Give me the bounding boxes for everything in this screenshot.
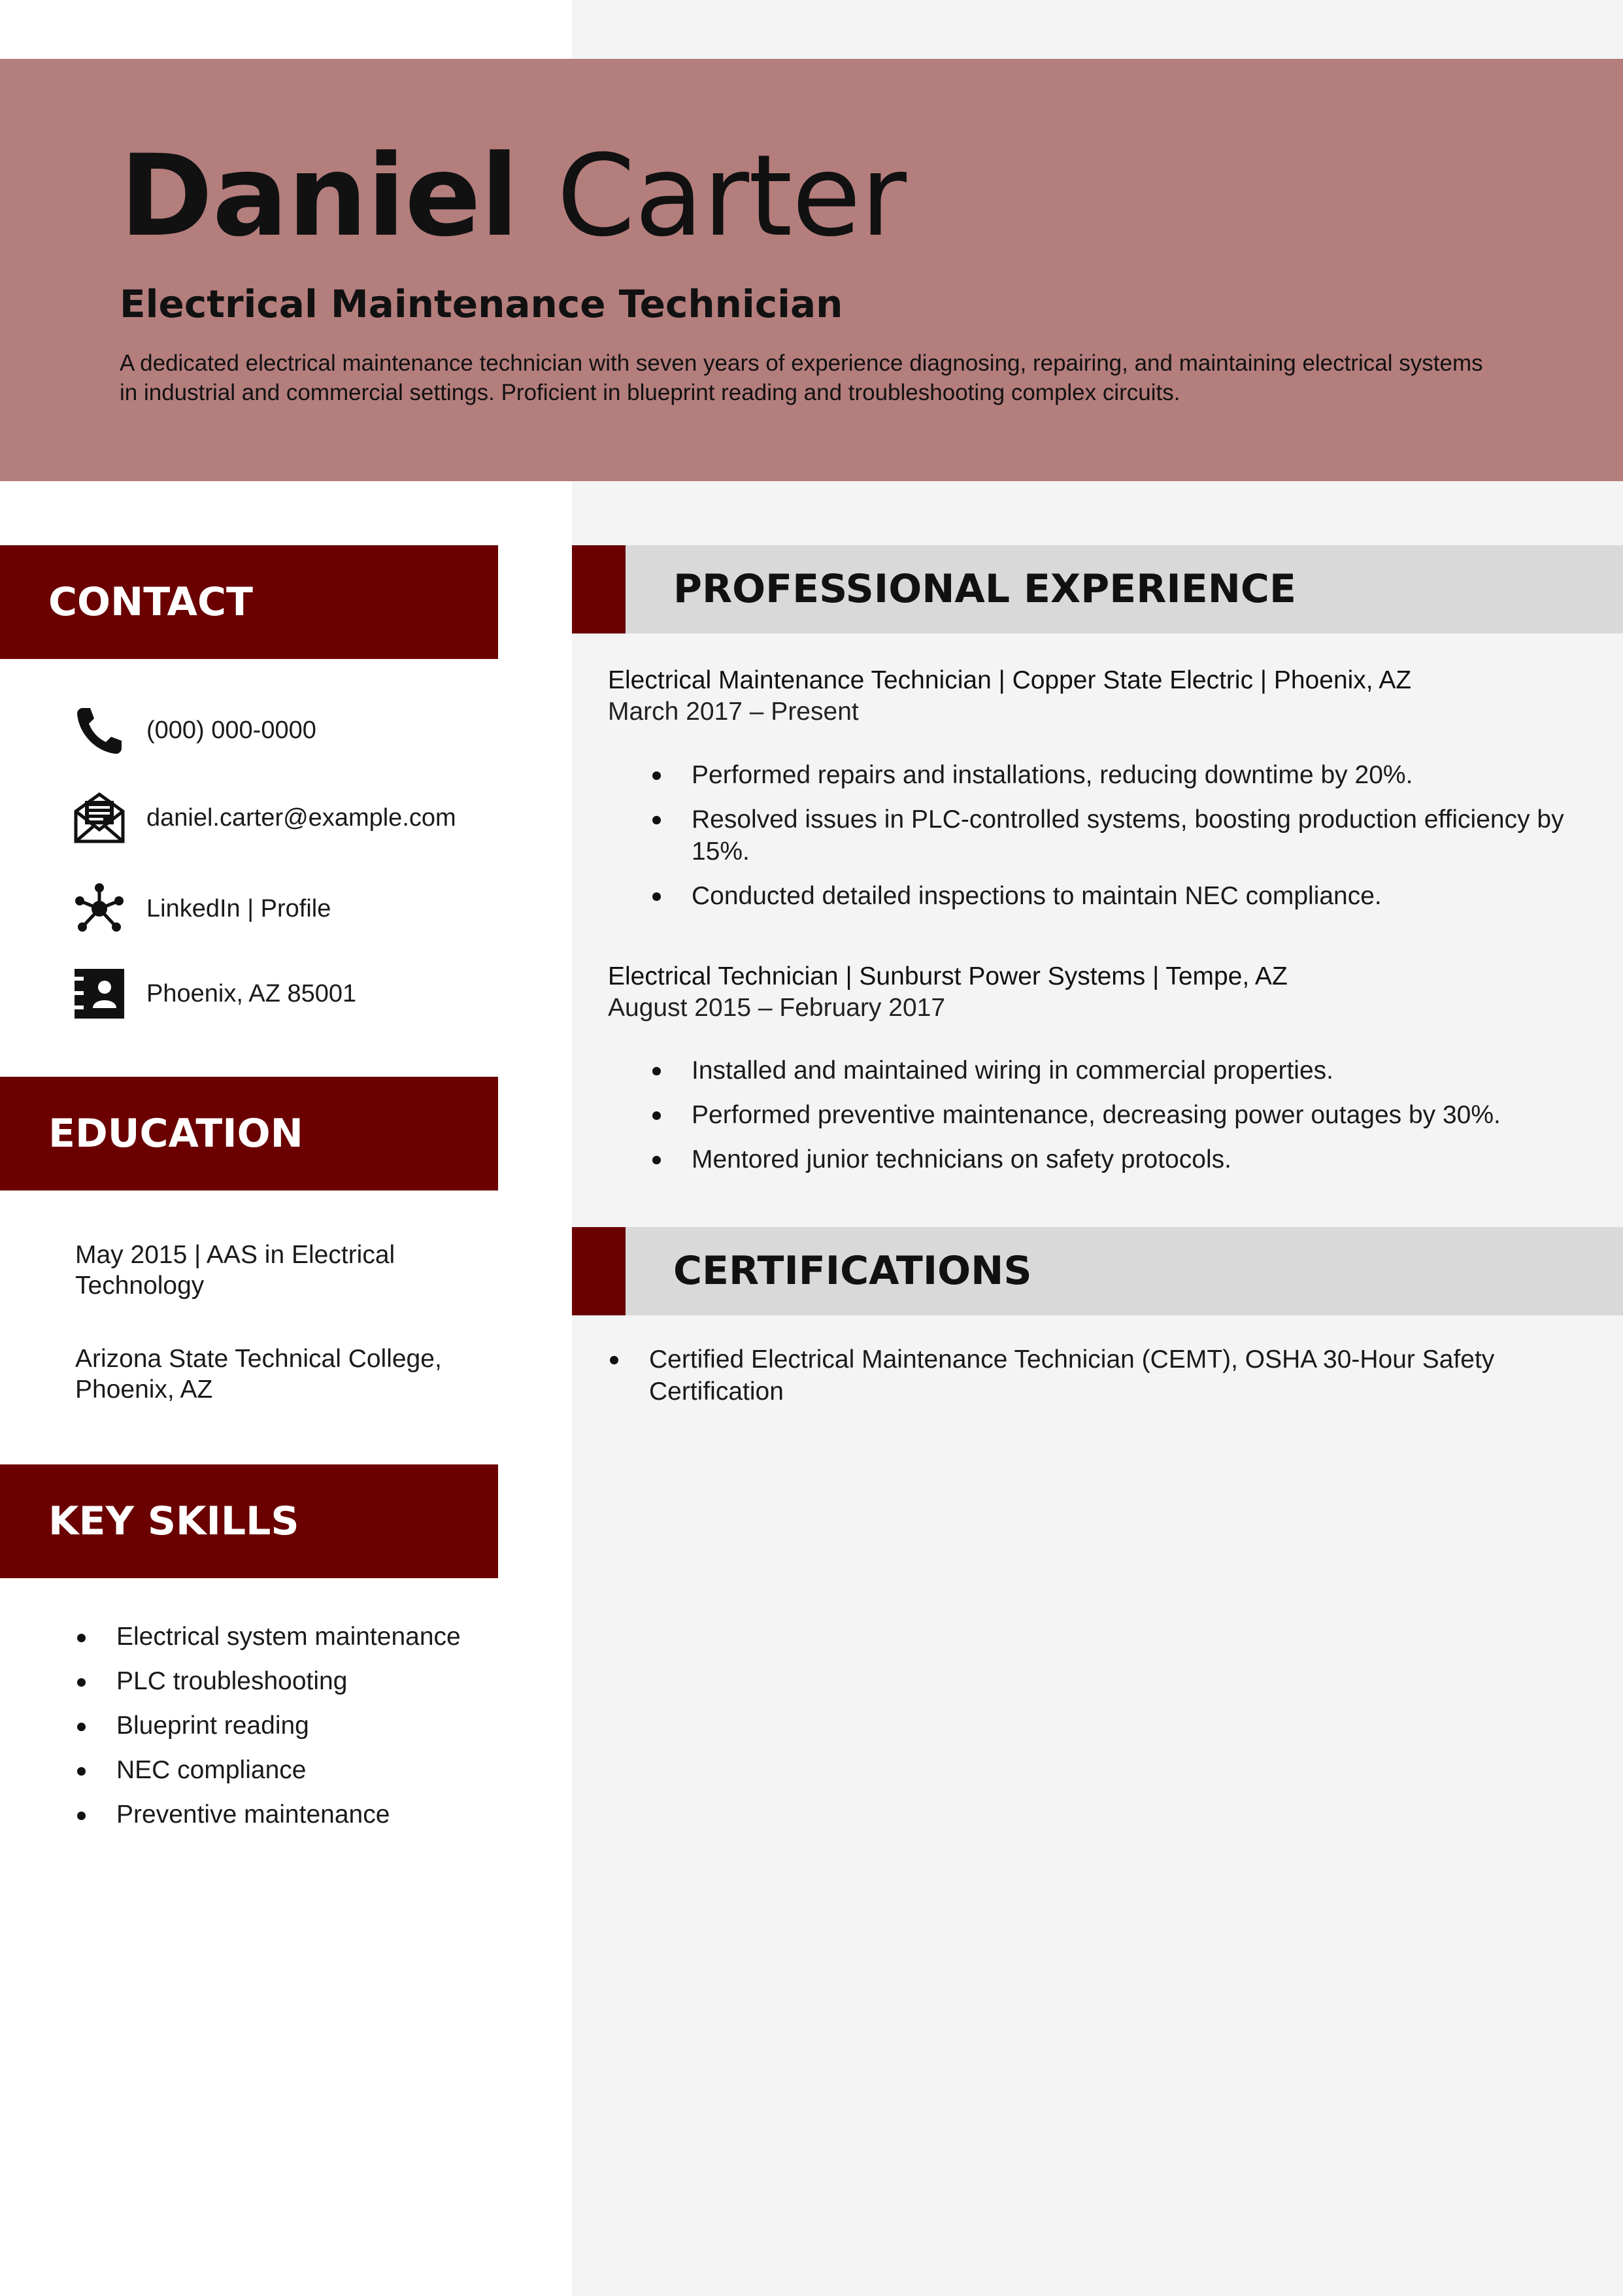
certifications-list bbox=[608, 1343, 1575, 1420]
section-accent bbox=[572, 1227, 626, 1315]
list-item: Certified Electrical Maintenance Technician (CEMT), OSHA 30-Hour Safety Certification bbox=[608, 1343, 1575, 1408]
list-item: Resolved issues in PLC-controlled systems, boosting production efficiency by 15%. bbox=[650, 803, 1592, 868]
skills-list bbox=[75, 1621, 467, 1844]
job-title: Electrical Maintenance Technician bbox=[120, 282, 843, 326]
skills-heading: KEY SKILLS bbox=[48, 1498, 299, 1544]
contact-linkedin bbox=[73, 883, 531, 941]
candidate-name bbox=[120, 131, 906, 262]
job-bullets bbox=[650, 1055, 1592, 1188]
linkedin-link[interactable]: LinkedIn | Profile bbox=[146, 895, 331, 922]
education-degree: May 2015 | AAS in Electrical Technology bbox=[75, 1241, 395, 1300]
experience-heading-bar bbox=[572, 545, 1623, 633]
contact-address bbox=[73, 968, 531, 1026]
list-item: NEC compliance bbox=[75, 1755, 467, 1785]
list-item: Performed preventive maintenance, decreasing power outages by 30%. bbox=[650, 1099, 1592, 1131]
list-item: Conducted detailed inspections to maintain NEC compliance. bbox=[650, 880, 1592, 912]
education-heading: EDUCATION bbox=[48, 1111, 303, 1156]
education-school: Arizona State Technical College, Phoenix, AZ bbox=[75, 1345, 442, 1404]
list-item: Electrical system maintenance bbox=[75, 1621, 467, 1652]
contact-heading-bar bbox=[0, 545, 498, 659]
skills-heading-bar bbox=[0, 1464, 498, 1578]
phone-icon bbox=[73, 704, 125, 756]
job-bullets bbox=[650, 759, 1592, 924]
phone-number: (000) 000-0000 bbox=[146, 717, 316, 744]
job-title-line: Electrical Technician | Sunburst Power Systems | Tempe, AZ bbox=[608, 962, 1288, 990]
list-item: Performed repairs and installations, reducing downtime by 20%. bbox=[650, 759, 1592, 791]
certifications-heading-bar bbox=[572, 1227, 1623, 1315]
address-card-icon bbox=[73, 968, 125, 1020]
address: Phoenix, AZ 85001 bbox=[146, 980, 357, 1007]
certifications-heading: CERTIFICATIONS bbox=[673, 1248, 1032, 1294]
network-icon bbox=[73, 883, 125, 935]
education-heading-bar bbox=[0, 1077, 498, 1190]
experience-heading: PROFESSIONAL EXPERIENCE bbox=[673, 566, 1296, 612]
email-icon bbox=[73, 792, 125, 844]
list-item: Blueprint reading bbox=[75, 1710, 467, 1741]
list-item: PLC troubleshooting bbox=[75, 1666, 467, 1697]
contact-heading: CONTACT bbox=[48, 579, 253, 625]
job-dates: August 2015 – February 2017 bbox=[608, 994, 946, 1022]
first-name: Daniel bbox=[120, 130, 518, 262]
section-accent bbox=[572, 545, 626, 633]
professional-summary: A dedicated electrical maintenance technician with seven years of experience diagnosing, repairing, and maintaining electrical systems in industrial and commercial settings. Proficient in blueprint reading and troubleshooting complex circuits. bbox=[120, 350, 1483, 405]
list-item: Mentored junior technicians on safety protocols. bbox=[650, 1143, 1592, 1175]
email-address: daniel.carter@example.com bbox=[146, 804, 456, 832]
job-dates: March 2017 – Present bbox=[608, 698, 859, 726]
job-title-line: Electrical Maintenance Technician | Copper State Electric | Phoenix, AZ bbox=[608, 666, 1412, 694]
resume-header bbox=[0, 59, 1623, 481]
contact-email bbox=[73, 792, 531, 851]
last-name: Carter bbox=[556, 130, 906, 262]
list-item: Preventive maintenance bbox=[75, 1799, 467, 1830]
contact-phone bbox=[73, 704, 531, 763]
list-item: Installed and maintained wiring in commercial properties. bbox=[650, 1055, 1592, 1087]
